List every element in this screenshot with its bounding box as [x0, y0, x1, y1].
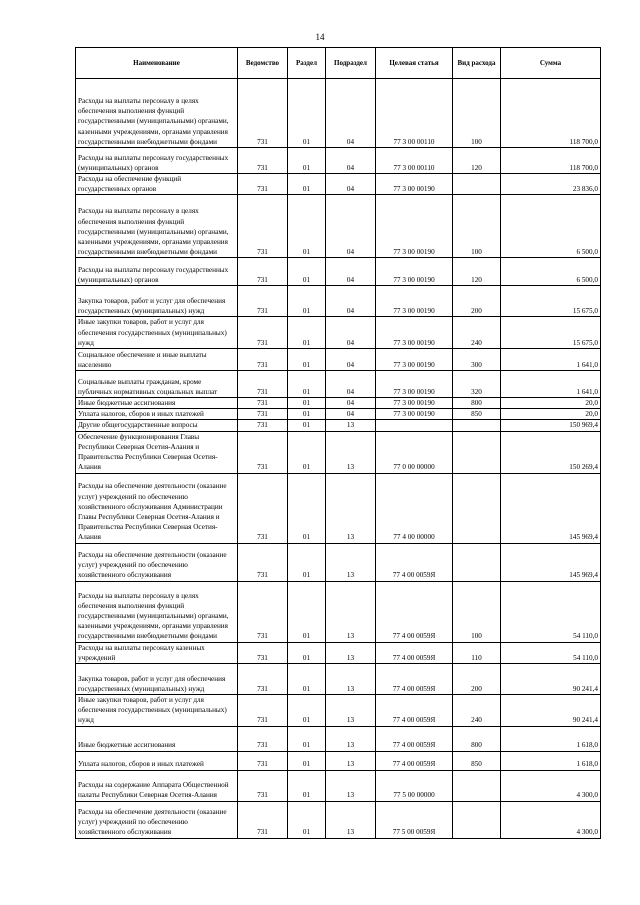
row-department: 731 [238, 801, 288, 838]
header-name: Наименование [76, 48, 238, 79]
row-department: 731 [238, 543, 288, 581]
table-row [76, 371, 601, 398]
row-subsection: 13 [326, 581, 376, 642]
row-target-article: 77 4 00 0059Я [376, 726, 453, 751]
table-header-row [76, 48, 601, 79]
row-target-article: 77 4 00 0059Я [376, 751, 453, 770]
row-subsection: 04 [326, 317, 376, 349]
row-amount: 118 700,0 [501, 79, 601, 148]
row-department: 731 [238, 317, 288, 349]
row-section: 01 [288, 317, 326, 349]
row-amount: 4 300,0 [501, 770, 601, 801]
row-name: Расходы на выплаты персоналу в целях обеспечения выполнения функций государственными (муниципальными) органами, казенными учреждениями, органами управления государственными внебюджетными фондами [76, 79, 238, 148]
row-name: Иные бюджетные ассигнования [76, 726, 238, 751]
row-department: 731 [238, 695, 288, 727]
row-amount: 15 675,0 [501, 317, 601, 349]
row-section: 01 [288, 148, 326, 174]
row-target-article: 77 3 00 00190 [376, 398, 453, 409]
row-department: 731 [238, 258, 288, 286]
row-amount: 54 110,0 [501, 581, 601, 642]
row-department: 731 [238, 751, 288, 770]
row-subsection: 04 [326, 371, 376, 398]
row-target-article: 77 3 00 00190 [376, 371, 453, 398]
row-target-article: 77 5 00 0059Я [376, 801, 453, 838]
row-expense-type: 200 [453, 664, 501, 695]
table-row [76, 473, 601, 543]
row-amount: 1 641,0 [501, 349, 601, 371]
row-subsection: 04 [326, 349, 376, 371]
row-amount: 15 675,0 [501, 286, 601, 317]
row-amount: 90 241,4 [501, 664, 601, 695]
row-target-article: 77 3 00 00190 [376, 195, 453, 258]
row-amount: 90 241,4 [501, 695, 601, 727]
row-subsection: 13 [326, 664, 376, 695]
table-row [76, 317, 601, 349]
row-target-article [376, 420, 453, 431]
row-target-article: 77 4 00 0059Я [376, 642, 453, 663]
row-target-article: 77 3 00 00190 [376, 409, 453, 420]
row-name: Иные закупки товаров, работ и услуг для обеспечения государственных (муниципальных) нужд [76, 317, 238, 349]
row-department: 731 [238, 431, 288, 473]
table-row [76, 431, 601, 473]
row-name: Иные бюджетные ассигнования [76, 398, 238, 409]
row-amount: 4 300,0 [501, 801, 601, 838]
row-expense-type: 300 [453, 349, 501, 371]
row-amount: 1 618,0 [501, 751, 601, 770]
row-section: 01 [288, 751, 326, 770]
row-subsection: 13 [326, 751, 376, 770]
row-department: 731 [238, 371, 288, 398]
table-row [76, 581, 601, 642]
row-target-article: 77 3 00 00190 [376, 258, 453, 286]
row-expense-type: 240 [453, 695, 501, 727]
row-section: 01 [288, 664, 326, 695]
header-expense-type: Вид расхода [453, 48, 501, 79]
row-expense-type: 100 [453, 79, 501, 148]
table-row [76, 751, 601, 770]
row-expense-type [453, 431, 501, 473]
row-name: Расходы на обеспечение деятельности (оказание услуг) учреждений по обеспечению хозяйственного обслуживания Администрации Главы Республики Северная Осетия-Алания и Правительства Республики Северная Осетия-Алания [76, 473, 238, 543]
row-expense-type [453, 770, 501, 801]
table-row [76, 286, 601, 317]
row-amount: 6 500,0 [501, 195, 601, 258]
row-subsection: 13 [326, 642, 376, 663]
header-section: Раздел [288, 48, 326, 79]
table-row [76, 148, 601, 174]
row-expense-type [453, 801, 501, 838]
row-section: 01 [288, 695, 326, 727]
row-section: 01 [288, 286, 326, 317]
row-target-article: 77 3 00 00190 [376, 286, 453, 317]
row-name: Расходы на обеспечение деятельности (оказание услуг) учреждений по обеспечению хозяйственного обслуживания [76, 543, 238, 581]
row-expense-type [453, 543, 501, 581]
row-department: 731 [238, 398, 288, 409]
header-amount: Сумма [501, 48, 601, 79]
row-section: 01 [288, 409, 326, 420]
row-subsection: 13 [326, 695, 376, 727]
row-name: Иные закупки товаров, работ и услуг для обеспечения государственных (муниципальных) нужд [76, 695, 238, 727]
row-name: Другие общегосударственные вопросы [76, 420, 238, 431]
row-expense-type: 120 [453, 148, 501, 174]
row-section: 01 [288, 642, 326, 663]
row-department: 731 [238, 726, 288, 751]
row-target-article: 77 0 00 00000 [376, 431, 453, 473]
row-department: 731 [238, 349, 288, 371]
row-amount: 150 269,4 [501, 431, 601, 473]
row-section: 01 [288, 801, 326, 838]
row-name: Расходы на выплаты персоналу в целях обеспечения выполнения функций государственными (муниципальными) органами, казенными учреждениями, органами управления государственными внебюджетными фондами [76, 581, 238, 642]
table-row [76, 695, 601, 727]
row-subsection: 04 [326, 174, 376, 195]
row-expense-type: 850 [453, 751, 501, 770]
table-row [76, 726, 601, 751]
table-row [76, 195, 601, 258]
row-subsection: 13 [326, 770, 376, 801]
row-subsection: 04 [326, 286, 376, 317]
row-subsection: 04 [326, 258, 376, 286]
table-row [76, 664, 601, 695]
row-department: 731 [238, 473, 288, 543]
row-expense-type: 100 [453, 195, 501, 258]
row-expense-type: 120 [453, 258, 501, 286]
row-amount: 118 700,0 [501, 148, 601, 174]
row-expense-type [453, 473, 501, 543]
row-section: 01 [288, 349, 326, 371]
row-name: Расходы на выплаты персоналу в целях обеспечения выполнения функций государственными (муниципальными) органами, казенными учреждениями, органами управления государственными внебюджетными фондами [76, 195, 238, 258]
row-department: 731 [238, 642, 288, 663]
row-subsection: 04 [326, 79, 376, 148]
row-expense-type: 800 [453, 398, 501, 409]
table-row [76, 543, 601, 581]
row-amount: 145 969,4 [501, 473, 601, 543]
table-row [76, 642, 601, 663]
row-amount: 20,0 [501, 398, 601, 409]
table-row [76, 79, 601, 148]
row-amount: 6 500,0 [501, 258, 601, 286]
row-target-article: 77 4 00 00000 [376, 473, 453, 543]
row-amount: 54 110,0 [501, 642, 601, 663]
row-amount: 150 969,4 [501, 420, 601, 431]
row-department: 731 [238, 420, 288, 431]
table-row [76, 258, 601, 286]
row-subsection: 13 [326, 420, 376, 431]
table-row [76, 409, 601, 420]
row-section: 01 [288, 431, 326, 473]
row-name: Уплата налогов, сборов и иных платежей [76, 409, 238, 420]
row-section: 01 [288, 726, 326, 751]
row-department: 731 [238, 581, 288, 642]
page-number: 14 [315, 32, 325, 42]
row-expense-type [453, 174, 501, 195]
row-amount: 20,0 [501, 409, 601, 420]
row-section: 01 [288, 195, 326, 258]
row-subsection: 04 [326, 148, 376, 174]
row-department: 731 [238, 148, 288, 174]
row-department: 731 [238, 409, 288, 420]
row-section: 01 [288, 473, 326, 543]
row-name: Расходы на выплаты персоналу государственных (муниципальных) органов [76, 258, 238, 286]
row-subsection: 04 [326, 195, 376, 258]
table-row [76, 770, 601, 801]
row-section: 01 [288, 581, 326, 642]
row-amount: 23 836,0 [501, 174, 601, 195]
row-section: 01 [288, 258, 326, 286]
budget-table [75, 47, 601, 839]
header-target-article: Целевая статья [376, 48, 453, 79]
row-amount: 1 618,0 [501, 726, 601, 751]
row-target-article: 77 5 00 00000 [376, 770, 453, 801]
row-subsection: 13 [326, 801, 376, 838]
row-target-article: 77 4 00 0059Я [376, 581, 453, 642]
row-target-article: 77 4 00 0059Я [376, 664, 453, 695]
row-section: 01 [288, 398, 326, 409]
row-subsection: 13 [326, 473, 376, 543]
row-department: 731 [238, 664, 288, 695]
table-row [76, 420, 601, 431]
row-name: Социальное обеспечение и иные выплаты населению [76, 349, 238, 371]
row-target-article: 77 3 00 00190 [376, 174, 453, 195]
row-expense-type: 320 [453, 371, 501, 398]
row-expense-type: 240 [453, 317, 501, 349]
row-name: Социальные выплаты гражданам, кроме публичных нормативных социальных выплат [76, 371, 238, 398]
row-name: Закупка товаров, работ и услуг для обеспечения государственных (муниципальных) нужд [76, 664, 238, 695]
row-expense-type: 800 [453, 726, 501, 751]
row-expense-type: 850 [453, 409, 501, 420]
row-section: 01 [288, 543, 326, 581]
row-section: 01 [288, 371, 326, 398]
table-row [76, 174, 601, 195]
row-subsection: 04 [326, 398, 376, 409]
row-expense-type: 100 [453, 581, 501, 642]
row-name: Расходы на обеспечение деятельности (оказание услуг) учреждений по обеспечению хозяйственного обслуживания [76, 801, 238, 838]
header-department: Ведомство [238, 48, 288, 79]
row-department: 731 [238, 79, 288, 148]
row-department: 731 [238, 174, 288, 195]
row-subsection: 04 [326, 409, 376, 420]
row-target-article: 77 4 00 0059Я [376, 695, 453, 727]
row-amount: 1 641,0 [501, 371, 601, 398]
row-expense-type: 200 [453, 286, 501, 317]
header-subsection: Подраздел [326, 48, 376, 79]
row-subsection: 13 [326, 726, 376, 751]
row-section: 01 [288, 79, 326, 148]
row-section: 01 [288, 420, 326, 431]
row-target-article: 77 4 00 0059Я [376, 543, 453, 581]
row-name: Расходы на содержание Аппарата Общественной палаты Республики Северная Осетия-Алания [76, 770, 238, 801]
row-target-article: 77 3 00 00110 [376, 79, 453, 148]
row-department: 731 [238, 770, 288, 801]
row-target-article: 77 3 00 00190 [376, 317, 453, 349]
row-section: 01 [288, 770, 326, 801]
row-name: Уплата налогов, сборов и иных платежей [76, 751, 238, 770]
row-target-article: 77 3 00 00110 [376, 148, 453, 174]
row-expense-type [453, 420, 501, 431]
row-target-article: 77 3 00 00190 [376, 349, 453, 371]
table-row [76, 398, 601, 409]
row-name: Расходы на выплаты персоналу государственных (муниципальных) органов [76, 148, 238, 174]
table-row [76, 801, 601, 838]
row-name: Закупка товаров, работ и услуг для обеспечения государственных (муниципальных) нужд [76, 286, 238, 317]
row-department: 731 [238, 286, 288, 317]
row-department: 731 [238, 195, 288, 258]
table-row [76, 349, 601, 371]
row-name: Расходы на выплаты персоналу казенных учреждений [76, 642, 238, 663]
row-subsection: 13 [326, 431, 376, 473]
row-subsection: 13 [326, 543, 376, 581]
row-expense-type: 110 [453, 642, 501, 663]
row-name: Обеспечение функционирования Главы Республики Северная Осетия-Алания и Правительства Республики Северная Осетия-Алания [76, 431, 238, 473]
row-section: 01 [288, 174, 326, 195]
row-amount: 145 969,4 [501, 543, 601, 581]
row-name: Расходы на обеспечение функций государственных органов [76, 174, 238, 195]
